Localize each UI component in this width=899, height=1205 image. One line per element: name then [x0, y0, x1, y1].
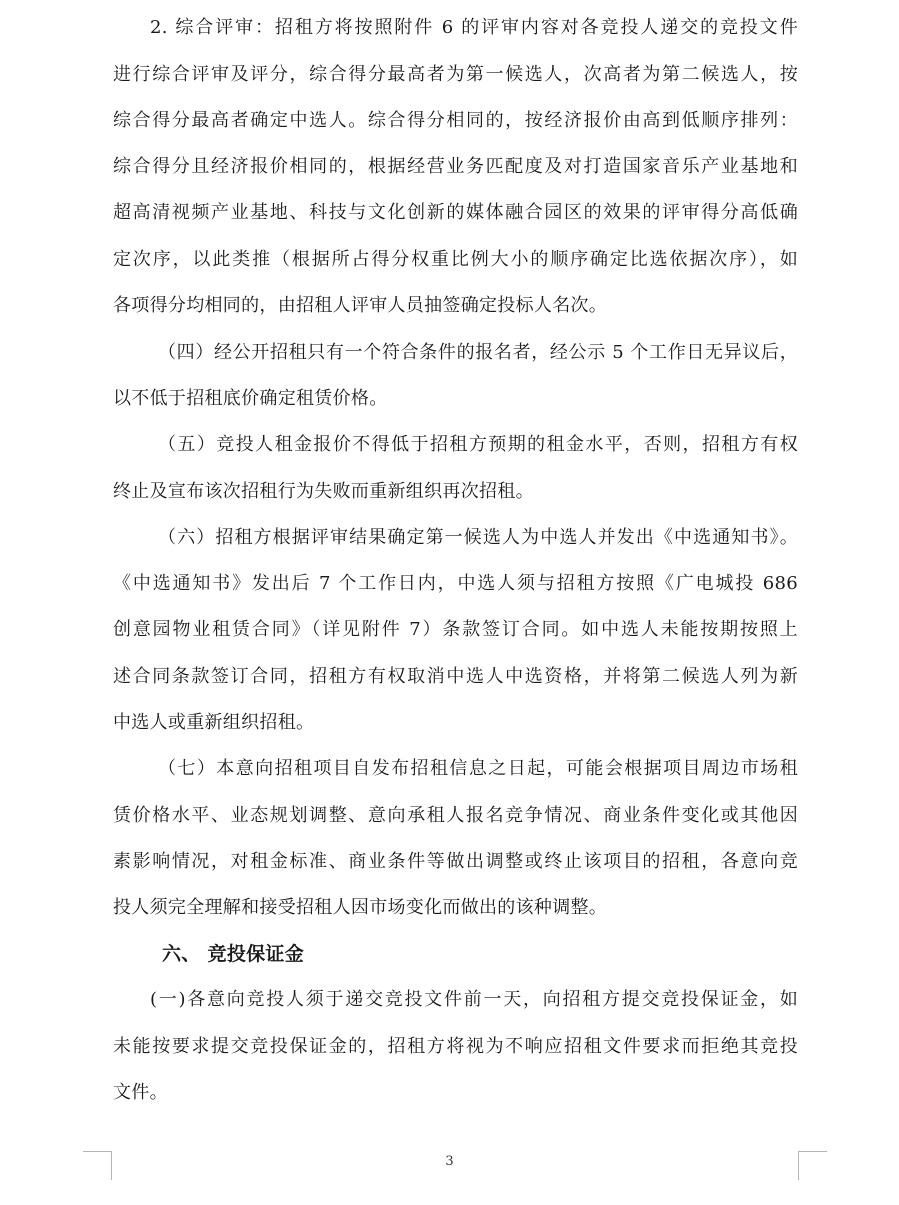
paragraph-line: （五）竞投人租金报价不得低于招租方预期的租金水平，否则，招租方有权 — [158, 434, 798, 455]
paragraph-line: 《中选通知书》发出后 7 个工作日内，中选人须与招租方按照《广电城投 686 — [113, 573, 798, 594]
paragraph-line: 素影响情况，对租金标准、商业条件等做出调整或终止该项目的招租，各意向竞 — [113, 851, 798, 872]
paragraph-line: 终止及宣布该次招租行为失败而重新组织再次招租。 — [113, 481, 534, 502]
paragraph-line: 综合得分最高者确定中选人。综合得分相同的，按经济报价由高到低顺序排列： — [113, 110, 798, 131]
paragraph-line: 2. 综合评审：招租方将按照附件 6 的评审内容对各竞投人递交的竞投文件 — [150, 17, 798, 38]
paragraph-line: 述合同条款签订合同，招租方有权取消中选人中选资格，并将第二候选人列为新 — [113, 666, 798, 687]
paragraph-line: 未能按要求提交竞投保证金的，招租方将视为不响应招租文件要求而拒绝其竞投 — [113, 1036, 798, 1057]
paragraph-line: （四）经公开招租只有一个符合条件的报名者，经公示 5 个工作日无异议后， — [158, 342, 798, 363]
paragraph-line: 赁价格水平、业态规划调整、意向承租人报名竞争情况、商业条件变化或其他因 — [113, 805, 798, 826]
section-heading: 六、 竞投保证金 — [162, 943, 305, 965]
paragraph-line: 文件。 — [113, 1082, 168, 1103]
paragraph-line: 定次序，以此类推（根据所占得分权重比例大小的顺序确定比选依据次序），如 — [113, 249, 798, 270]
paragraph-line: 创意园物业租赁合同》（详见附件 7）条款签订合同。如中选人未能按期按照上 — [113, 619, 798, 640]
paragraph-line: 超高清视频产业基地、科技与文化创新的媒体融合园区的效果的评审得分高低确 — [113, 202, 798, 223]
page-number: 3 — [445, 1154, 454, 1169]
paragraph-line: （七）本意向招租项目自发布招租信息之日起，可能会根据项目周边市场租 — [158, 758, 798, 779]
paragraph-line: 以不低于招租底价确定租赁价格。 — [113, 388, 388, 409]
paragraph-line: 各项得分均相同的，由招租人评审人员抽签确定投标人名次。 — [113, 295, 608, 316]
paragraph-line: 中选人或重新组织招租。 — [113, 712, 315, 733]
paragraph-line: (一)各意向竞投人须于递交竞投文件前一天，向招租方提交竞投保证金，如 — [150, 989, 798, 1010]
paragraph-line: 综合得分且经济报价相同的，根据经营业务匹配度及对打造国家音乐产业基地和 — [113, 156, 798, 177]
paragraph-line: （六）招租方根据评审结果确定第一候选人为中选人并发出《中选通知书》。 — [158, 527, 798, 548]
paragraph-line: 进行综合评审及评分，综合得分最高者为第一候选人，次高者为第二候选人，按 — [113, 64, 798, 85]
paragraph-line: 投人须完全理解和接受招租人因市场变化而做出的该种调整。 — [113, 897, 608, 918]
